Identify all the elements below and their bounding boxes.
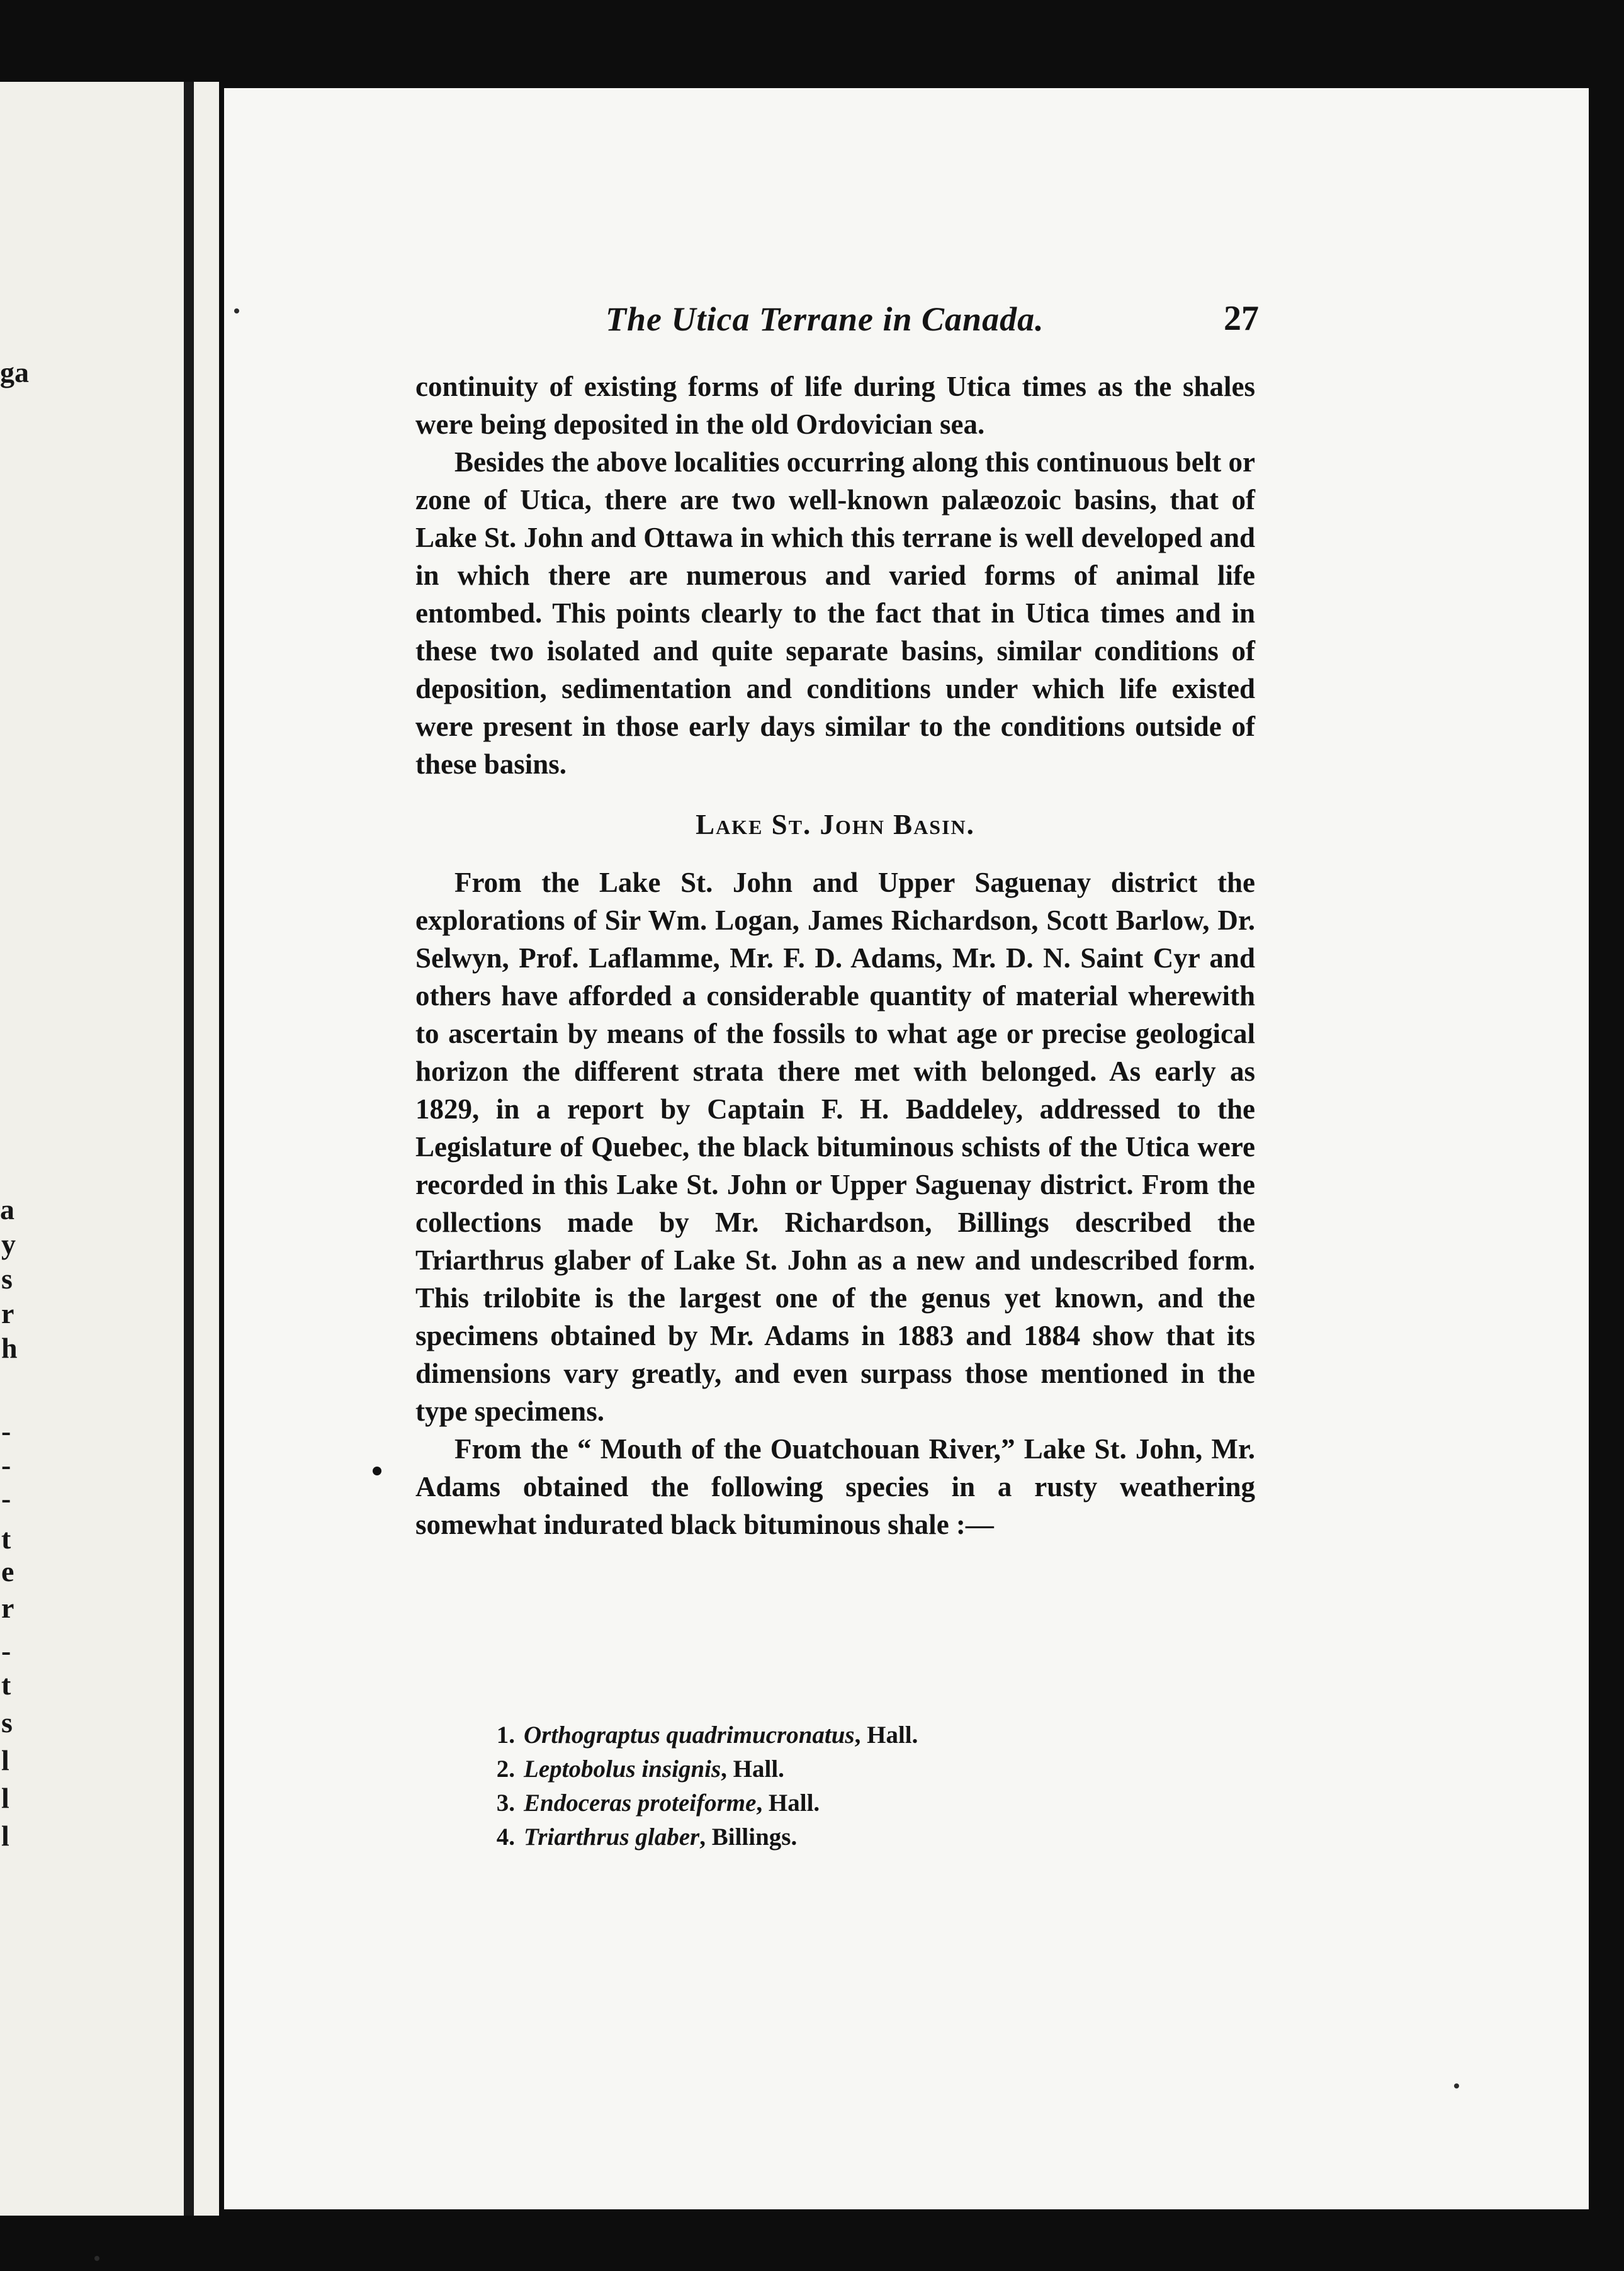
body-copy: [415, 368, 1255, 1543]
species-number: 2.: [496, 1755, 515, 1783]
species-list-item: [488, 1718, 1244, 1752]
species-author: , Hall.: [854, 1722, 918, 1749]
facing-page-fragment: h: [1, 1332, 18, 1364]
facing-page-fragment: s: [1, 1263, 13, 1295]
scan-speck: [234, 308, 239, 313]
running-head: [606, 300, 1259, 344]
species-name: Orthograptus quadrimucronatus: [524, 1722, 855, 1749]
species-list-item: [488, 1786, 1244, 1820]
facing-page-fragment: -: [1, 1482, 11, 1514]
scan-speck: [94, 2256, 99, 2261]
scan-speck: [1454, 2083, 1459, 2088]
paragraph: Besides the above localities occurring along this continuous belt or zone of Utica, there are two well-known palæozoic basins, that of Lake St. John and Ottawa in which this terrane is well developed and in which there are numerous and varied forms of animal life entombed. This points clearly to the fact that in Utica times and in these two isolated and quite separate basins, similar conditions of deposition, sedimentation and conditions under which life existed were present in those early days similar to the conditions outside of these basins.: [415, 446, 1255, 780]
species-name: Triarthrus glaber: [524, 1823, 700, 1851]
species-author: , Hall.: [756, 1789, 820, 1817]
species-number: 3.: [496, 1789, 515, 1817]
facing-page-fragment: -: [1, 1449, 11, 1481]
species-number: 1.: [496, 1722, 515, 1749]
facing-page-fragment: r: [1, 1592, 14, 1624]
facing-page-fragment: y: [1, 1228, 16, 1260]
book-gutter: [184, 82, 194, 2216]
species-list-item: [488, 1820, 1244, 1854]
paragraph: From the Lake St. John and Upper Saguenay district the explorations of Sir Wm. Logan, James Richardson, Scott Barlow, Dr. Selwyn, Prof. Laflamme, Mr. F. D. Adams, Mr. D. N. Saint Cyr and others have afforded a considerable quantity of material wherewith to ascertain by means of the fossils to what age or precise geological horizon the different strata there met with belonged. As early as 1829, in a report by Captain F. H. Baddeley, addressed to the Legislature of Quebec, the black bituminous schists of the Utica were recorded in this Lake St. John or Upper Saguenay district. From the collections made by Mr. Richardson, Billings described the Triarthrus glaber of Lake St. John as a new and undescribed form. This trilobite is the largest one of the genus yet known, and the specimens obtained by Mr. Adams in 1883 and 1884 show that its dimensions vary greatly, and even surpass those mentioned in the type specimens.: [415, 867, 1255, 1427]
species-author: , Billings.: [699, 1823, 798, 1851]
species-number: 4.: [496, 1823, 515, 1851]
facing-page-fragment: t: [1, 1669, 11, 1701]
running-title: The Utica Terrane in Canada.: [606, 300, 1044, 338]
facing-page-fragment: a: [0, 1193, 14, 1226]
facing-page-fragment: -: [1, 1415, 11, 1447]
scan-dot: [373, 1467, 381, 1475]
paragraph: continuity of existing forms of life during Utica times as the shales were being deposited in the old Ordovician sea.: [415, 371, 1255, 440]
facing-page-fragment: r: [1, 1297, 14, 1329]
species-name: Endoceras proteiforme: [524, 1789, 757, 1817]
section-heading: Lake St. John Basin.: [696, 809, 975, 840]
facing-page-fragment: t: [1, 1523, 11, 1555]
facing-page-fragment: l: [1, 1782, 9, 1814]
species-name: Leptobolus insignis: [524, 1755, 721, 1783]
species-list: [488, 1718, 1244, 1854]
facing-page-fragment: e: [1, 1555, 14, 1587]
facing-page-fragment: -: [1, 1635, 11, 1667]
paragraph: From the “ Mouth of the Ouatchouan River,” Lake St. John, Mr. Adams obtained the following species in a rusty weathering somewhat indurated black bituminous shale :—: [415, 1433, 1255, 1540]
facing-page-fragment: ga: [0, 356, 29, 388]
facing-page-fragment: s: [1, 1706, 13, 1738]
species-author: , Hall.: [721, 1755, 784, 1783]
page-number: 27: [1224, 299, 1259, 338]
facing-page-fragment: l: [1, 1744, 9, 1776]
species-list-item: [488, 1752, 1244, 1786]
facing-page-fragment: l: [1, 1820, 9, 1852]
